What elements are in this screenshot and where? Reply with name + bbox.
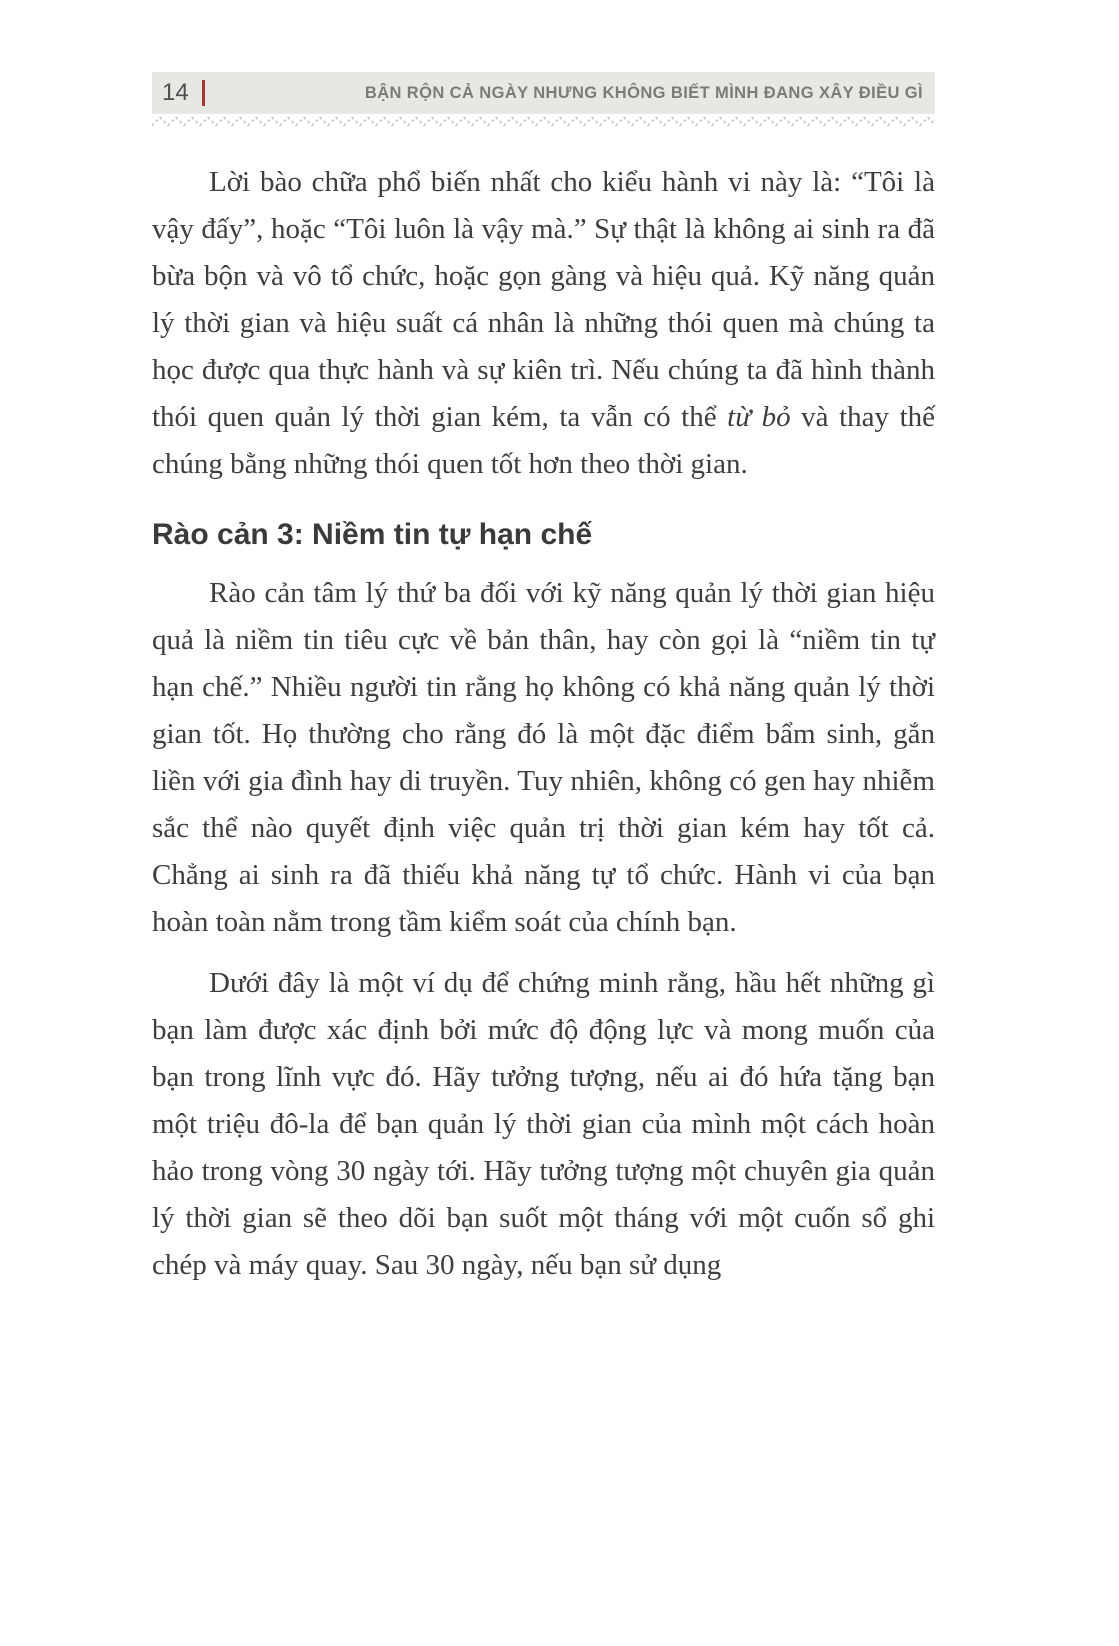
paragraph-million-dollar-example: Dưới đây là một ví dụ để chứng minh rằng, hầu hết những gì bạn làm được xác định bởi mức độ động lực và mong muốn của bạn trong lĩnh vực đó. Hãy tưởng tượng, nếu ai đó hứa tặng bạn một triệu đô-la để bạn quản lý thời gian của mình một cách hoàn hảo trong vòng 30 ngày tới. Hãy tưởng tượng một chuyên gia quản lý thời gian sẽ theo dõi bạn suốt một tháng với một cuốn sổ ghi chép và máy quay. Sau 30 ngày, nếu bạn sử dụng — [152, 967, 935, 1281]
page-header — [152, 72, 935, 127]
page-number-divider — [202, 80, 205, 106]
page-body — [152, 159, 935, 1289]
italic-phrase: từ bỏ — [727, 401, 791, 433]
header-band — [152, 72, 935, 114]
paragraph-excuse — [152, 159, 935, 488]
section-heading: Rào cản 3: Niềm tin tự hạn chế — [152, 518, 593, 551]
paragraph-text: và thay thế chúng bằng những thói quen tốt hơn theo thời gian. — [152, 401, 936, 480]
paragraph-text: Lời bào chữa phổ biến nhất cho kiểu hành vi này là: “Tôi là vậy đấy”, hoặc “Tôi luôn là vậy mà.” Sự thật là không ai sinh ra đã bừa bộn và vô tổ chức, hoặc gọn gàng và hiệu quả. Kỹ năng quản lý thời gian và hiệu suất cá nhân là những thói quen mà chúng ta học được qua thực hành và sự kiên trì. Nếu chúng ta đã hình thành thói quen quản lý thời gian kém, ta vẫn có thể — [152, 166, 935, 433]
page-number: 14 — [162, 79, 189, 106]
zigzag-divider — [152, 116, 935, 127]
paragraph-self-limiting-belief: Rào cản tâm lý thứ ba đối với kỹ năng quản lý thời gian hiệu quả là niềm tin tiêu cực về bản thân, hay còn gọi là “niềm tin tự hạn chế.” Nhiều người tin rằng họ không có khả năng quản lý thời gian tốt. Họ thường cho rằng đó là một đặc điểm bẩm sinh, gắn liền với gia đình hay di truyền. Tuy nhiên, không có gen hay nhiễm sắc thể nào quyết định việc quản trị thời gian kém hay tốt cả. Chẳng ai sinh ra đã thiếu khả năng tự tổ chức. Hành vi của bạn hoàn toàn nằm trong tầm kiểm soát của chính bạn. — [152, 577, 935, 938]
running-title: BẬN RỘN CẢ NGÀY NHƯNG KHÔNG BIẾT MÌNH ĐANG XÂY ĐIỀU GÌ — [364, 83, 923, 102]
